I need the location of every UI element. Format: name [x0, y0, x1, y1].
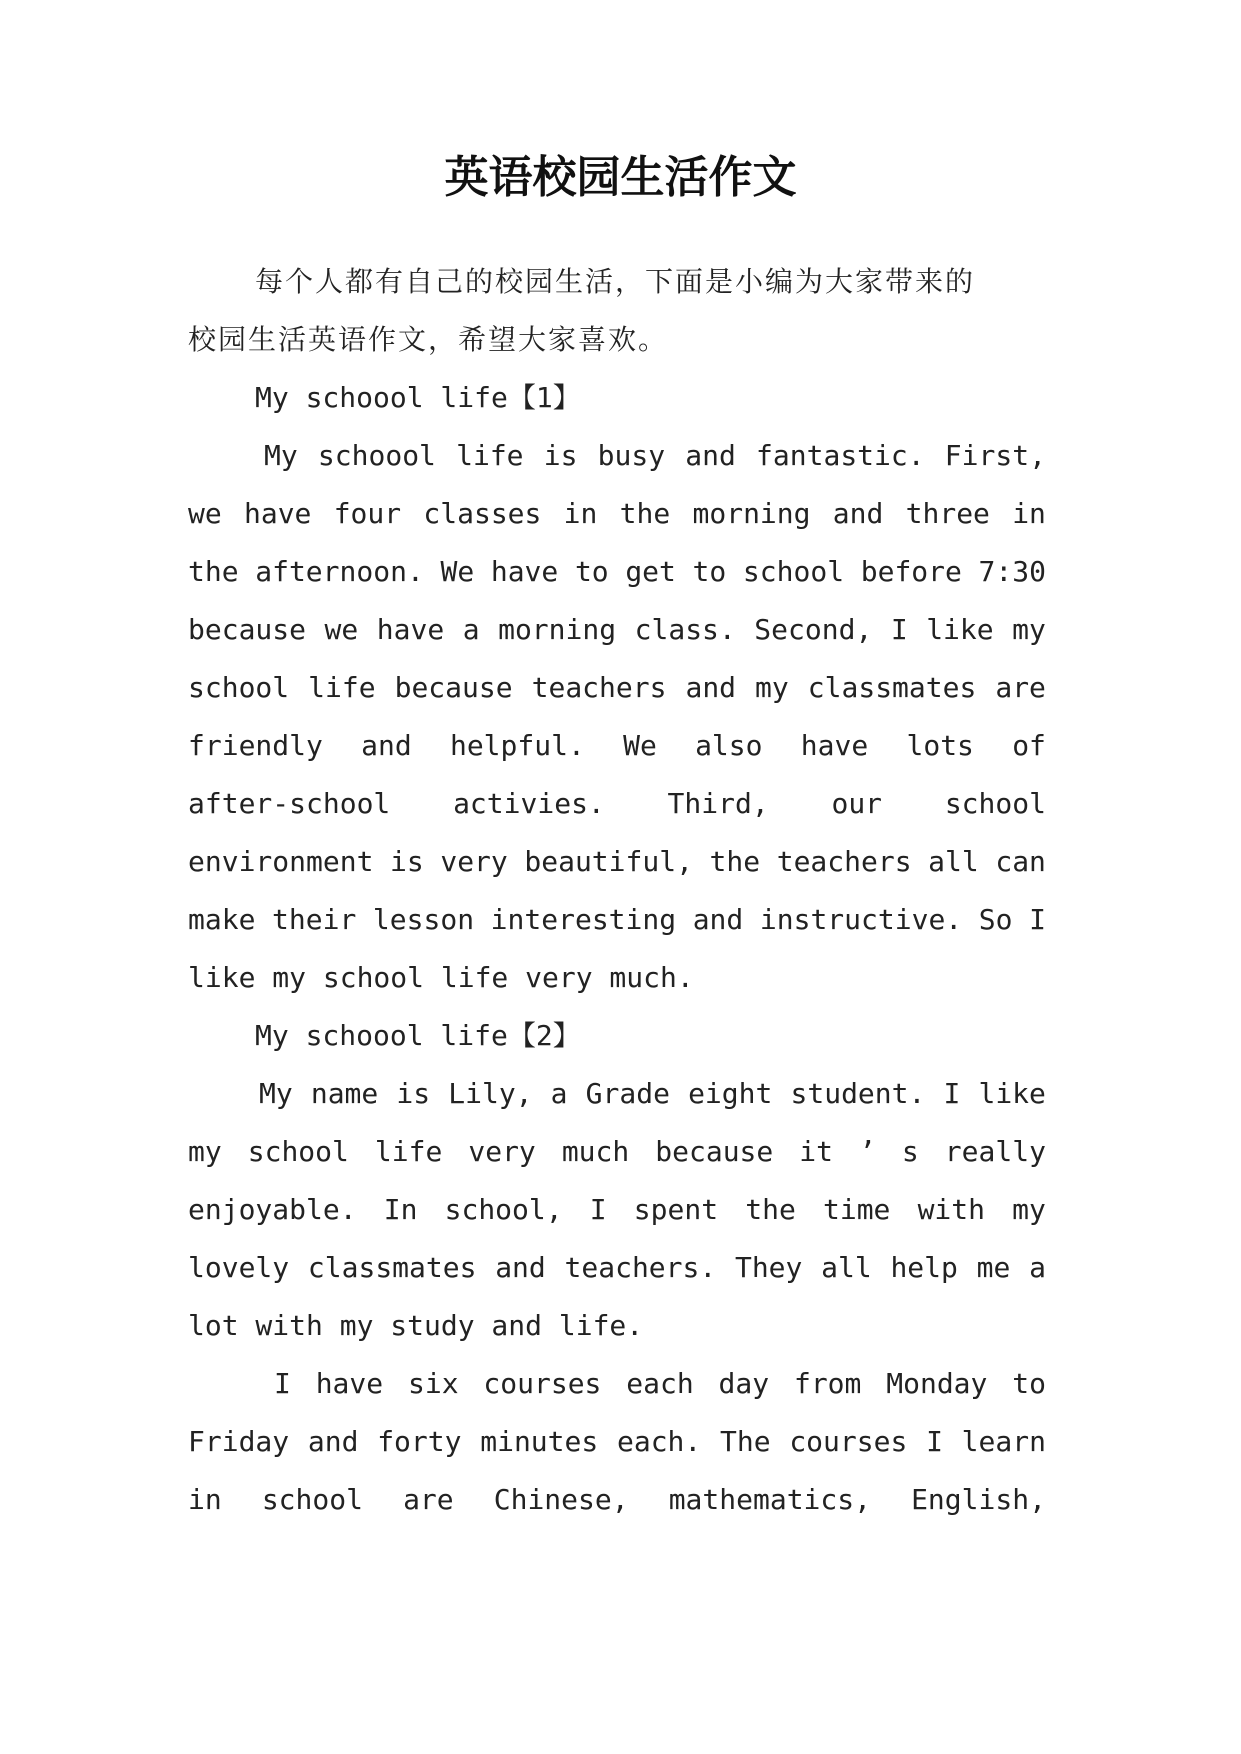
word: because	[394, 671, 513, 704]
word: a	[462, 613, 480, 646]
word: 7:30	[978, 555, 1046, 588]
word: school,	[444, 1193, 563, 1226]
word: name	[310, 1077, 379, 1110]
essay-1-heading: My schoool life【1】	[255, 381, 581, 414]
word: Second,	[754, 613, 873, 646]
word: help	[890, 1251, 958, 1284]
word: have	[800, 729, 869, 762]
word: and	[692, 903, 744, 936]
word: s	[901, 1135, 919, 1168]
word: I	[1029, 903, 1046, 936]
word: the	[709, 845, 761, 878]
word: after-school	[188, 787, 391, 820]
word: classmates	[307, 1251, 477, 1284]
word: English,	[911, 1483, 1046, 1516]
word: Friday	[188, 1425, 290, 1458]
word: very	[468, 1135, 536, 1168]
essay-2-line	[259, 1065, 1046, 1123]
word: and	[307, 1425, 359, 1458]
word: busy	[597, 439, 666, 472]
document-title: 英语校园生活作文	[444, 152, 797, 203]
word: because	[655, 1135, 774, 1168]
word: lovely	[188, 1251, 290, 1284]
essay-2-line	[188, 1181, 1046, 1239]
word: and	[685, 671, 737, 704]
word: student.	[790, 1077, 926, 1110]
word: our	[831, 787, 883, 820]
word: my	[188, 1135, 222, 1168]
intro-line-1: 每个人都有自己的校园生活，下面是小编为大家带来的	[255, 265, 976, 298]
word: learn	[961, 1425, 1046, 1458]
word: we	[188, 497, 222, 530]
word: morning	[692, 497, 811, 530]
word: have	[243, 497, 312, 530]
essay-1-line	[188, 543, 1046, 601]
word: I	[890, 613, 908, 646]
essay-1-line	[188, 717, 1046, 775]
essay-2-para-1-last-line: lot with my study and life.	[188, 1309, 644, 1342]
word: get	[625, 555, 676, 588]
word: beautiful,	[524, 845, 693, 878]
word: it	[799, 1135, 834, 1168]
word: and	[495, 1251, 546, 1284]
word: teachers	[776, 845, 912, 878]
word: teachers	[531, 671, 667, 704]
word: fantastic.	[756, 439, 925, 472]
word: teachers.	[564, 1251, 717, 1284]
word: the	[745, 1193, 796, 1226]
word: My	[259, 1077, 293, 1110]
word: have	[315, 1367, 384, 1400]
word: Chinese,	[493, 1483, 629, 1516]
word: and	[832, 497, 884, 530]
word: of	[1012, 729, 1046, 762]
word: the	[188, 555, 239, 588]
word: In	[383, 1193, 418, 1226]
essay-1-line	[188, 601, 1046, 659]
word: spent	[633, 1193, 719, 1226]
word: I	[589, 1193, 607, 1226]
word: I	[943, 1077, 961, 1110]
word: Third,	[667, 787, 769, 820]
essay-1-line	[264, 427, 1046, 485]
word: school	[188, 671, 290, 704]
word: three	[905, 497, 990, 530]
word: First,	[944, 439, 1046, 472]
essay-2-line	[188, 1123, 1046, 1181]
word: from	[793, 1367, 862, 1400]
word: all	[821, 1251, 872, 1284]
word: each.	[616, 1425, 702, 1458]
word: friendly	[188, 729, 323, 762]
word: each	[626, 1367, 694, 1400]
essay-2-line	[188, 1471, 1046, 1529]
essay-2-line	[188, 1239, 1046, 1297]
word: have	[376, 613, 445, 646]
word: So	[978, 903, 1013, 936]
word: are	[403, 1483, 454, 1516]
word: We	[440, 555, 475, 588]
essay-1-line	[188, 659, 1046, 717]
word: before	[860, 555, 962, 588]
word: the	[619, 497, 671, 530]
word: a	[550, 1077, 568, 1110]
word: to	[1012, 1367, 1046, 1400]
word: classes	[423, 497, 542, 530]
word: courses	[483, 1367, 602, 1400]
word: Monday	[886, 1367, 988, 1400]
word: Grade	[585, 1077, 670, 1110]
essay-2-line	[274, 1355, 1046, 1413]
word: and	[685, 439, 736, 472]
word: The	[720, 1425, 771, 1458]
word: are	[995, 671, 1046, 704]
word: school	[261, 1483, 363, 1516]
word: is	[543, 439, 578, 472]
word: all	[928, 845, 979, 878]
essay-1-line	[188, 485, 1046, 543]
word: their	[272, 903, 357, 936]
word: environment	[188, 845, 374, 878]
word: my	[1012, 1193, 1046, 1226]
word: forty	[377, 1425, 462, 1458]
word: classmates	[807, 671, 977, 704]
word: because	[188, 613, 307, 646]
word: with	[917, 1193, 986, 1226]
essay-1-line	[188, 833, 1046, 891]
word: to	[574, 555, 609, 588]
word: helpful.	[449, 729, 585, 762]
word: really	[944, 1135, 1046, 1168]
essay-1-line	[188, 775, 1046, 833]
word: me	[976, 1251, 1011, 1284]
word: activies.	[453, 787, 605, 820]
word: ’	[859, 1135, 876, 1168]
word: Lily,	[448, 1077, 533, 1110]
word: school	[247, 1135, 349, 1168]
word: and	[361, 729, 412, 762]
word: instructive.	[759, 903, 963, 936]
word: like	[926, 613, 994, 646]
word: a	[1029, 1251, 1046, 1284]
word: much	[561, 1135, 630, 1168]
word: time	[822, 1193, 891, 1226]
word: six	[407, 1367, 459, 1400]
word: have	[490, 555, 559, 588]
word: we	[324, 613, 359, 646]
word: lesson	[372, 903, 475, 936]
word: is	[396, 1077, 431, 1110]
word: lots	[906, 729, 974, 762]
word: They	[734, 1251, 803, 1284]
word: minutes	[480, 1425, 599, 1458]
essay-2-heading: My schoool life【2】	[255, 1019, 581, 1052]
word: morning	[498, 613, 617, 646]
word: in	[1012, 497, 1046, 530]
word: school	[944, 787, 1046, 820]
word: very	[440, 845, 508, 878]
essay-2-line	[188, 1413, 1046, 1471]
word: make	[188, 903, 256, 936]
word: My	[264, 439, 298, 472]
word: I	[274, 1367, 291, 1400]
word: can	[995, 845, 1046, 878]
word: is	[390, 845, 424, 878]
word: I	[926, 1425, 943, 1458]
word: my	[1012, 613, 1046, 646]
word: enjoyable.	[188, 1193, 357, 1226]
word: interesting	[490, 903, 677, 936]
word: courses	[789, 1425, 908, 1458]
word: like	[978, 1077, 1046, 1110]
word: schoool	[317, 439, 436, 472]
word: in	[188, 1483, 222, 1516]
word: eight	[688, 1077, 773, 1110]
word: afternoon.	[255, 555, 424, 588]
word: to	[692, 555, 727, 588]
word: We	[623, 729, 657, 762]
word: school	[742, 555, 845, 588]
word: life	[308, 671, 376, 704]
essay-1-last-line: like my school life very much.	[188, 961, 694, 994]
word: my	[755, 671, 789, 704]
word: mathematics,	[668, 1483, 871, 1516]
intro-line-2: 校园生活英语作文，希望大家喜欢。	[188, 323, 669, 356]
essay-1-line	[188, 891, 1046, 949]
word: also	[695, 729, 763, 762]
word: class.	[634, 613, 736, 646]
word: in	[563, 497, 598, 530]
word: day	[718, 1367, 770, 1400]
word: life	[374, 1135, 443, 1168]
word: four	[333, 497, 402, 530]
word: life	[456, 439, 524, 472]
